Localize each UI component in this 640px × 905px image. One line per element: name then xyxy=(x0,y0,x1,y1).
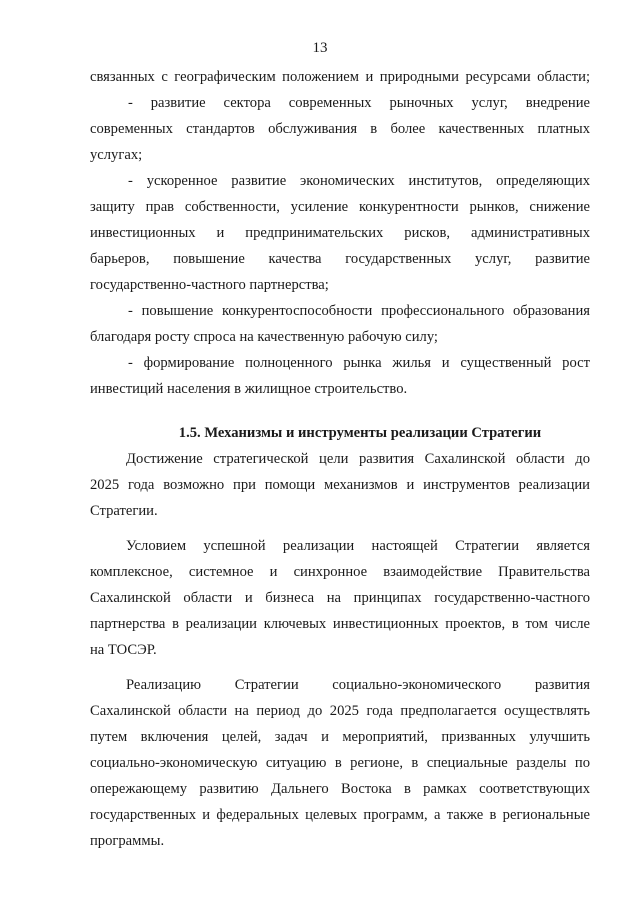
page-number: 13 xyxy=(312,40,328,56)
paragraph-line: комплексное, системное и синхронное взаимодействие Правительства xyxy=(90,564,590,580)
page-body xyxy=(90,66,590,856)
paragraph-line: опережающему развитию Дальнего Востока в рамках соответствующих xyxy=(90,781,590,797)
paragraph-line: Стратегии. xyxy=(90,503,158,519)
paragraph-line: 2025 года возможно при помощи механизмов и инструментов реализации xyxy=(90,477,590,493)
text-line: государственно-частного партнерства; xyxy=(90,277,329,293)
text-line: инвестиционных и предпринимательских рисков, административных xyxy=(90,225,590,241)
text-line: услугах; xyxy=(90,147,143,163)
paragraph-line: на ТОСЭР. xyxy=(90,642,157,658)
text-line: связанных с географическим положением и природными ресурсами области; xyxy=(90,69,590,85)
list-item: - ускоренное развитие экономических институтов, определяющих xyxy=(128,173,590,189)
paragraph-line: путем включения целей, задач и мероприятий, призванных улучшить xyxy=(90,729,590,745)
list-item: - повышение конкурентоспособности профессионального образования xyxy=(128,303,590,319)
list-item: - формирование полноценного рынка жилья и существенный рост xyxy=(128,355,590,371)
paragraph-line: Условием успешной реализации настоящей Стратегии является xyxy=(126,538,590,554)
text-line: современных стандартов обслуживания в более качественных платных xyxy=(90,121,590,137)
text-line: барьеров, повышение качества государственных услуг, развитие xyxy=(90,251,590,267)
paragraph-line: партнерства в реализации ключевых инвестиционных проектов, в том числе xyxy=(90,616,590,632)
paragraph-line: государственных и федеральных целевых программ, а также в региональные xyxy=(90,807,590,823)
text-line: защиту прав собственности, усиление конкурентности рынков, снижение xyxy=(90,199,590,215)
text-line: благодаря росту спроса на качественную рабочую силу; xyxy=(90,329,438,345)
section-heading: 1.5. Механизмы и инструменты реализации Стратегии xyxy=(178,425,542,441)
paragraph-line: Сахалинской области на период до 2025 года предполагается осуществлять xyxy=(90,703,590,719)
list-item: - развитие сектора современных рыночных услуг, внедрение xyxy=(128,95,590,111)
paragraph-line: социально-экономическую ситуацию в регионе, в специальные разделы по xyxy=(90,755,590,771)
text-line: инвестиций населения в жилищное строительство. xyxy=(90,381,408,397)
paragraph-line: Реализацию Стратегии социально-экономического развития xyxy=(126,677,590,693)
paragraph-line: программы. xyxy=(90,833,165,849)
paragraph-line: Достижение стратегической цели развития Сахалинской области до xyxy=(126,451,590,467)
paragraph-line: Сахалинской области и бизнеса на принципах государственно-частного xyxy=(90,590,590,606)
